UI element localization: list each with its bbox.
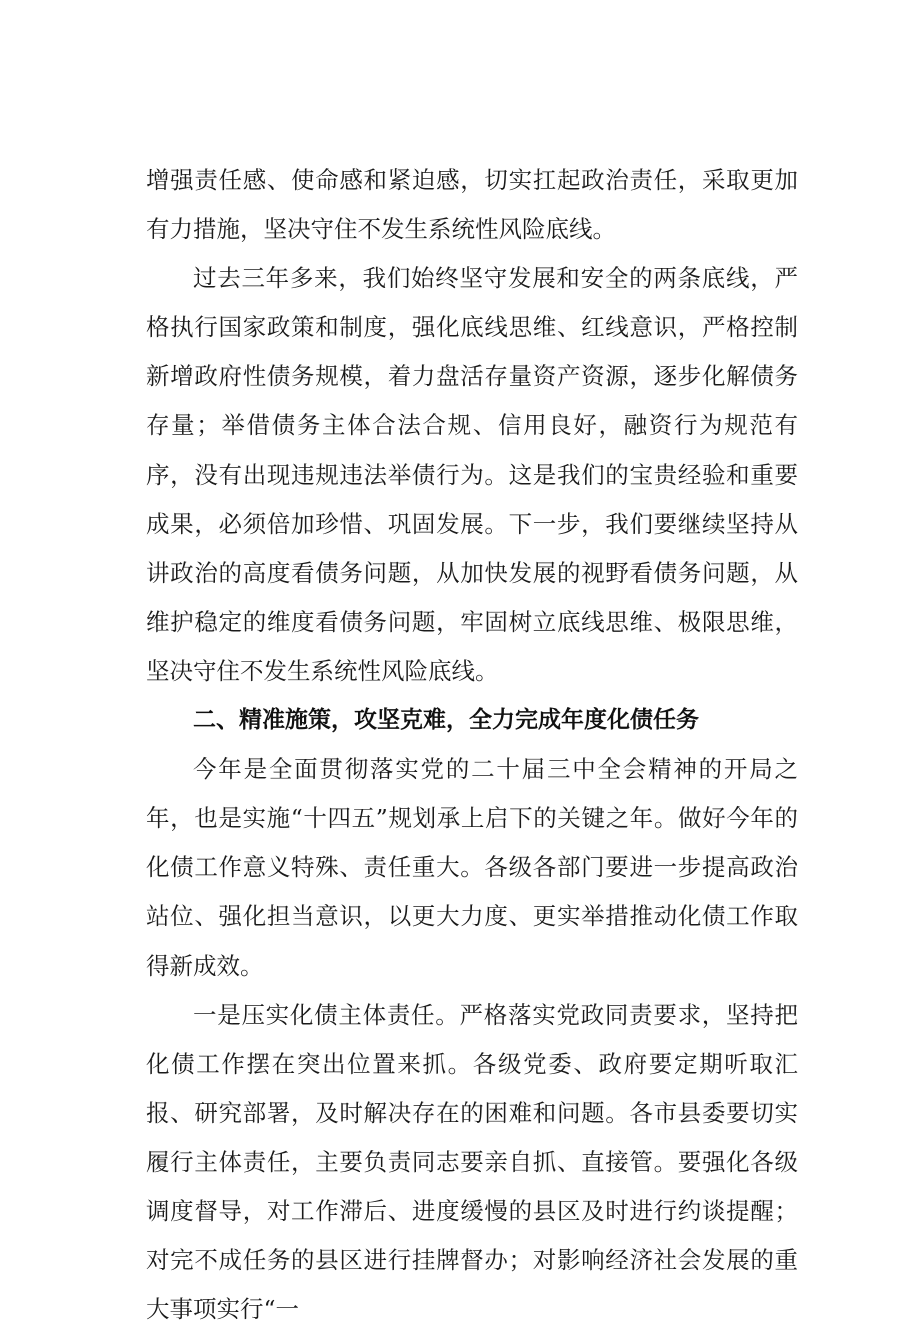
paragraph-first-measure: 一是压实化债主体责任。严格落实党政同责要求，坚持把化债工作摆在突出位置来抓。各级党委、政府要定期听取汇报、研究部署，及时解决存在的困难和问题。各市县委要切实履行主体责任，主要负责同志要亲自抓、直接管。要强化各级调度督导，对工作滞后、进度缓慢的县区及时进行约谈提醒；对完不成任务的县区进行挂牌督办；对影响经济社会发展的重大事项实行“一 [146, 1000, 798, 1324]
paragraph-past-three-years: 过去三年多来，我们始终坚守发展和安全的两条底线，严格执行国家政策和制度，强化底线思维、红线意识，严格控制新增政府性债务规模，着力盘活存量资产资源，逐步化解债务存量；举借债务主体合法合规、信用良好，融资行为规范有序，没有出现违规违法举债行为。这是我们的宝贵经验和重要成果，必须倍加珍惜、巩固发展。下一步，我们要继续坚持从讲政治的高度看债务问题，从加快发展的视野看债务问题，从维护稳定的维度看债务问题，牢固树立底线思维、极限思维，坚决守住不发生系统性风险底线。 [146, 264, 798, 685]
section-heading-2: 二、精准施策，攻坚克难，全力完成年度化债任务 [193, 707, 699, 734]
paragraph-continuation: 增强责任感、使命感和紧迫感，切实扛起政治责任，采取更加有力措施，坚决守住不发生系统性风险底线。 [146, 166, 798, 244]
document-body [146, 156, 798, 1334]
paragraph-this-year: 今年是全面贯彻落实党的二十届三中全会精神的开局之年，也是实施“十四五”规划承上启下的关键之年。做好今年的化债工作意义特殊、责任重大。各级各部门要进一步提高政治站位、强化担当意识，以更大力度、更实举措推动化债工作取得新成效。 [146, 755, 798, 980]
